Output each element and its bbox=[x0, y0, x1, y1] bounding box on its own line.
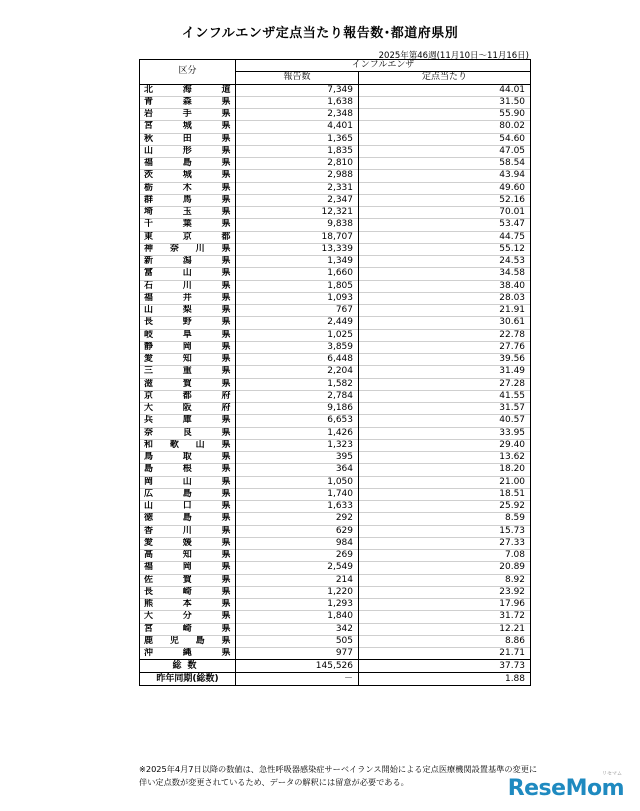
per-point-cell: 27.28 bbox=[359, 378, 531, 390]
reports-cell: 2,348 bbox=[236, 109, 359, 121]
prefecture-cell: 宮崎県 bbox=[140, 623, 236, 635]
reports-cell: 1,093 bbox=[236, 292, 359, 304]
per-point-cell: 55.12 bbox=[359, 243, 531, 255]
reports-cell: 18,707 bbox=[236, 231, 359, 243]
reports-cell: 1,323 bbox=[236, 439, 359, 451]
reports-cell: 1,293 bbox=[236, 599, 359, 611]
table-row bbox=[140, 476, 531, 488]
reports-cell: 2,988 bbox=[236, 170, 359, 182]
per-point-cell: 44.75 bbox=[359, 231, 531, 243]
prefecture-cell: 埼玉県 bbox=[140, 207, 236, 219]
per-point-cell: 21.00 bbox=[359, 476, 531, 488]
prefecture-cell: 千葉県 bbox=[140, 219, 236, 231]
per-point-cell: 15.73 bbox=[359, 525, 531, 537]
prefecture-cell: 岐阜県 bbox=[140, 329, 236, 341]
table-row bbox=[140, 427, 531, 439]
reports-cell: 1,349 bbox=[236, 256, 359, 268]
per-point-cell: 30.61 bbox=[359, 317, 531, 329]
reports-cell: 342 bbox=[236, 623, 359, 635]
per-point-cell: 7.08 bbox=[359, 550, 531, 562]
header-per-point: 定点当たり bbox=[359, 72, 531, 84]
table-row bbox=[140, 268, 531, 280]
per-point-cell: 21.91 bbox=[359, 305, 531, 317]
per-point-cell: 41.55 bbox=[359, 390, 531, 402]
table-row bbox=[140, 133, 531, 145]
prefecture-cell: 佐賀県 bbox=[140, 574, 236, 586]
logo-subtext: リセマム bbox=[602, 771, 622, 777]
reports-cell: 1,365 bbox=[236, 133, 359, 145]
table-row bbox=[140, 158, 531, 170]
page-title: インフルエンザ定点当たり報告数･都道府県別 bbox=[181, 26, 459, 41]
table-row bbox=[140, 525, 531, 537]
reports-cell: 12,321 bbox=[236, 207, 359, 219]
table-row bbox=[140, 501, 531, 513]
table-row bbox=[140, 145, 531, 157]
table-row bbox=[140, 256, 531, 268]
prefecture-cell: 三重県 bbox=[140, 366, 236, 378]
per-point-cell: 17.96 bbox=[359, 599, 531, 611]
table-row bbox=[140, 219, 531, 231]
total-reports: 145,526 bbox=[236, 660, 359, 673]
prefecture-cell: 兵庫県 bbox=[140, 415, 236, 427]
per-point-cell: 21.71 bbox=[359, 648, 531, 660]
prefecture-cell: 青森県 bbox=[140, 96, 236, 108]
reports-cell: 395 bbox=[236, 452, 359, 464]
reports-cell: 9,838 bbox=[236, 219, 359, 231]
per-point-cell: 39.56 bbox=[359, 354, 531, 366]
previous-year-row bbox=[140, 673, 531, 686]
table-row bbox=[140, 366, 531, 378]
table-row bbox=[140, 574, 531, 586]
reports-cell: 1,025 bbox=[236, 329, 359, 341]
table-row bbox=[140, 109, 531, 121]
table-row bbox=[140, 452, 531, 464]
reports-cell: 1,638 bbox=[236, 96, 359, 108]
table-row bbox=[140, 243, 531, 255]
prefecture-cell: 福岡県 bbox=[140, 562, 236, 574]
per-point-cell: 27.76 bbox=[359, 341, 531, 353]
per-point-cell: 28.03 bbox=[359, 292, 531, 304]
per-point-cell: 31.57 bbox=[359, 403, 531, 415]
resemom-logo[interactable] bbox=[507, 771, 624, 801]
per-point-cell: 44.01 bbox=[359, 84, 531, 96]
per-point-cell: 23.92 bbox=[359, 586, 531, 598]
prefecture-cell: 京都府 bbox=[140, 390, 236, 402]
prefecture-cell: 沖縄県 bbox=[140, 648, 236, 660]
prefecture-cell: 山形県 bbox=[140, 145, 236, 157]
table-row bbox=[140, 415, 531, 427]
reports-cell: 2,810 bbox=[236, 158, 359, 170]
reports-cell: 364 bbox=[236, 464, 359, 476]
per-point-cell: 43.94 bbox=[359, 170, 531, 182]
per-point-cell: 47.05 bbox=[359, 145, 531, 157]
reports-cell: 1,835 bbox=[236, 145, 359, 157]
table-row bbox=[140, 599, 531, 611]
per-point-cell: 18.51 bbox=[359, 488, 531, 500]
reports-cell: 1,582 bbox=[236, 378, 359, 390]
prefecture-cell: 宮城県 bbox=[140, 121, 236, 133]
per-point-cell: 70.01 bbox=[359, 207, 531, 219]
prefecture-cell: 岡山県 bbox=[140, 476, 236, 488]
per-point-cell: 52.16 bbox=[359, 194, 531, 206]
reports-cell: 2,331 bbox=[236, 182, 359, 194]
per-point-cell: 58.54 bbox=[359, 158, 531, 170]
prefecture-cell: 香川県 bbox=[140, 525, 236, 537]
per-point-cell: 27.33 bbox=[359, 537, 531, 549]
header-group: インフルエンザ bbox=[236, 60, 531, 72]
reports-cell: 4,401 bbox=[236, 121, 359, 133]
per-point-cell: 29.40 bbox=[359, 439, 531, 451]
table-row bbox=[140, 354, 531, 366]
reports-cell: 2,449 bbox=[236, 317, 359, 329]
per-point-cell: 55.90 bbox=[359, 109, 531, 121]
prefecture-cell: 熊本県 bbox=[140, 599, 236, 611]
prefecture-cell: 東京都 bbox=[140, 231, 236, 243]
header-region: 区分 bbox=[140, 60, 236, 85]
prefecture-cell: 山口県 bbox=[140, 501, 236, 513]
reports-cell: 767 bbox=[236, 305, 359, 317]
reports-cell: 269 bbox=[236, 550, 359, 562]
table-row bbox=[140, 537, 531, 549]
reports-cell: 9,186 bbox=[236, 403, 359, 415]
reports-cell: 984 bbox=[236, 537, 359, 549]
prefecture-cell: 静岡県 bbox=[140, 341, 236, 353]
reports-cell: 977 bbox=[236, 648, 359, 660]
previous-year-label: 昨年同期(総数) bbox=[140, 673, 236, 686]
reports-cell: 2,549 bbox=[236, 562, 359, 574]
per-point-cell: 31.72 bbox=[359, 611, 531, 623]
reports-cell: 1,660 bbox=[236, 268, 359, 280]
table-row bbox=[140, 280, 531, 292]
prefecture-cell: 新潟県 bbox=[140, 256, 236, 268]
total-label: 総数 bbox=[140, 660, 236, 673]
previous-year-per-point: 1.88 bbox=[359, 673, 531, 686]
table-row bbox=[140, 341, 531, 353]
per-point-cell: 54.60 bbox=[359, 133, 531, 145]
per-point-cell: 31.50 bbox=[359, 96, 531, 108]
per-point-cell: 13.62 bbox=[359, 452, 531, 464]
prefecture-cell: 奈良県 bbox=[140, 427, 236, 439]
per-point-cell: 18.20 bbox=[359, 464, 531, 476]
reports-cell: 2,204 bbox=[236, 366, 359, 378]
reports-cell: 2,347 bbox=[236, 194, 359, 206]
table-row bbox=[140, 182, 531, 194]
per-point-cell: 12.21 bbox=[359, 623, 531, 635]
per-point-cell: 8.92 bbox=[359, 574, 531, 586]
table-row bbox=[140, 562, 531, 574]
table-row bbox=[140, 96, 531, 108]
reports-cell: 1,740 bbox=[236, 488, 359, 500]
prefecture-cell: 群馬県 bbox=[140, 194, 236, 206]
table-row bbox=[140, 550, 531, 562]
per-point-cell: 38.40 bbox=[359, 280, 531, 292]
logo-text: ReseMom bbox=[507, 776, 624, 801]
table-row bbox=[140, 84, 531, 96]
reports-cell: 2,784 bbox=[236, 390, 359, 402]
prefecture-cell: 栃木県 bbox=[140, 182, 236, 194]
prefecture-cell: 徳島県 bbox=[140, 513, 236, 525]
influenza-table bbox=[139, 59, 531, 686]
reports-cell: 1,050 bbox=[236, 476, 359, 488]
reports-cell: 1,805 bbox=[236, 280, 359, 292]
table-row bbox=[140, 317, 531, 329]
prefecture-cell: 福島県 bbox=[140, 158, 236, 170]
reports-cell: 6,448 bbox=[236, 354, 359, 366]
table-row bbox=[140, 121, 531, 133]
prefecture-cell: 秋田県 bbox=[140, 133, 236, 145]
reports-cell: 3,859 bbox=[236, 341, 359, 353]
table-row bbox=[140, 170, 531, 182]
table-row bbox=[140, 403, 531, 415]
reports-cell: 1,840 bbox=[236, 611, 359, 623]
prefecture-cell: 愛媛県 bbox=[140, 537, 236, 549]
table-row bbox=[140, 305, 531, 317]
table-row bbox=[140, 207, 531, 219]
footnote: ※2025年4月7日以降の数値は、急性呼吸器感染症サーベイランス開始による定点医療機関設置基準の変更に伴い定点数が変更されているため、データの解釈には留意が必要である。 bbox=[139, 764, 538, 787]
prefecture-cell: 和歌山県 bbox=[140, 439, 236, 451]
reports-cell: 505 bbox=[236, 635, 359, 647]
table-row bbox=[140, 292, 531, 304]
reports-cell: 292 bbox=[236, 513, 359, 525]
prefecture-cell: 北海道 bbox=[140, 84, 236, 96]
prefecture-cell: 鳥取県 bbox=[140, 452, 236, 464]
table-row bbox=[140, 513, 531, 525]
prefecture-cell: 長崎県 bbox=[140, 586, 236, 598]
table-row bbox=[140, 439, 531, 451]
per-point-cell: 53.47 bbox=[359, 219, 531, 231]
table-row bbox=[140, 329, 531, 341]
prefecture-cell: 大阪府 bbox=[140, 403, 236, 415]
prefecture-cell: 高知県 bbox=[140, 550, 236, 562]
table-row bbox=[140, 623, 531, 635]
table-row bbox=[140, 390, 531, 402]
table-row bbox=[140, 611, 531, 623]
per-point-cell: 80.02 bbox=[359, 121, 531, 133]
reports-cell: 7,349 bbox=[236, 84, 359, 96]
prefecture-cell: 富山県 bbox=[140, 268, 236, 280]
prefecture-cell: 山梨県 bbox=[140, 305, 236, 317]
prefecture-cell: 石川県 bbox=[140, 280, 236, 292]
prefecture-cell: 茨城県 bbox=[140, 170, 236, 182]
per-point-cell: 33.95 bbox=[359, 427, 531, 439]
per-point-cell: 49.60 bbox=[359, 182, 531, 194]
per-point-cell: 24.53 bbox=[359, 256, 531, 268]
header-reports: 報告数 bbox=[236, 72, 359, 84]
table-body bbox=[140, 84, 531, 660]
reports-cell: 1,220 bbox=[236, 586, 359, 598]
table-row bbox=[140, 586, 531, 598]
table-row bbox=[140, 464, 531, 476]
total-per-point: 37.73 bbox=[359, 660, 531, 673]
per-point-cell: 31.49 bbox=[359, 366, 531, 378]
table-row bbox=[140, 378, 531, 390]
per-point-cell: 34.58 bbox=[359, 268, 531, 280]
per-point-cell: 20.89 bbox=[359, 562, 531, 574]
prefecture-cell: 岩手県 bbox=[140, 109, 236, 121]
prefecture-cell: 大分県 bbox=[140, 611, 236, 623]
prefecture-cell: 島根県 bbox=[140, 464, 236, 476]
reports-cell: 1,633 bbox=[236, 501, 359, 513]
table-row bbox=[140, 231, 531, 243]
prefecture-cell: 愛知県 bbox=[140, 354, 236, 366]
total-row bbox=[140, 660, 531, 673]
per-point-cell: 25.92 bbox=[359, 501, 531, 513]
per-point-cell: 8.59 bbox=[359, 513, 531, 525]
prefecture-cell: 鹿児島県 bbox=[140, 635, 236, 647]
table-row bbox=[140, 488, 531, 500]
per-point-cell: 22.78 bbox=[359, 329, 531, 341]
per-point-cell: 40.57 bbox=[359, 415, 531, 427]
report-period: 2025年第46週(11月10日～11月16日) bbox=[378, 51, 529, 61]
table-row bbox=[140, 635, 531, 647]
reports-cell: 629 bbox=[236, 525, 359, 537]
prefecture-cell: 福井県 bbox=[140, 292, 236, 304]
prefecture-cell: 広島県 bbox=[140, 488, 236, 500]
per-point-cell: 8.86 bbox=[359, 635, 531, 647]
prefecture-cell: 長野県 bbox=[140, 317, 236, 329]
table-row bbox=[140, 648, 531, 660]
prefecture-cell: 神奈川県 bbox=[140, 243, 236, 255]
reports-cell: 13,339 bbox=[236, 243, 359, 255]
reports-cell: 1,426 bbox=[236, 427, 359, 439]
previous-year-reports: － bbox=[236, 673, 359, 686]
table-row bbox=[140, 194, 531, 206]
reports-cell: 214 bbox=[236, 574, 359, 586]
prefecture-cell: 滋賀県 bbox=[140, 378, 236, 390]
reports-cell: 6,653 bbox=[236, 415, 359, 427]
